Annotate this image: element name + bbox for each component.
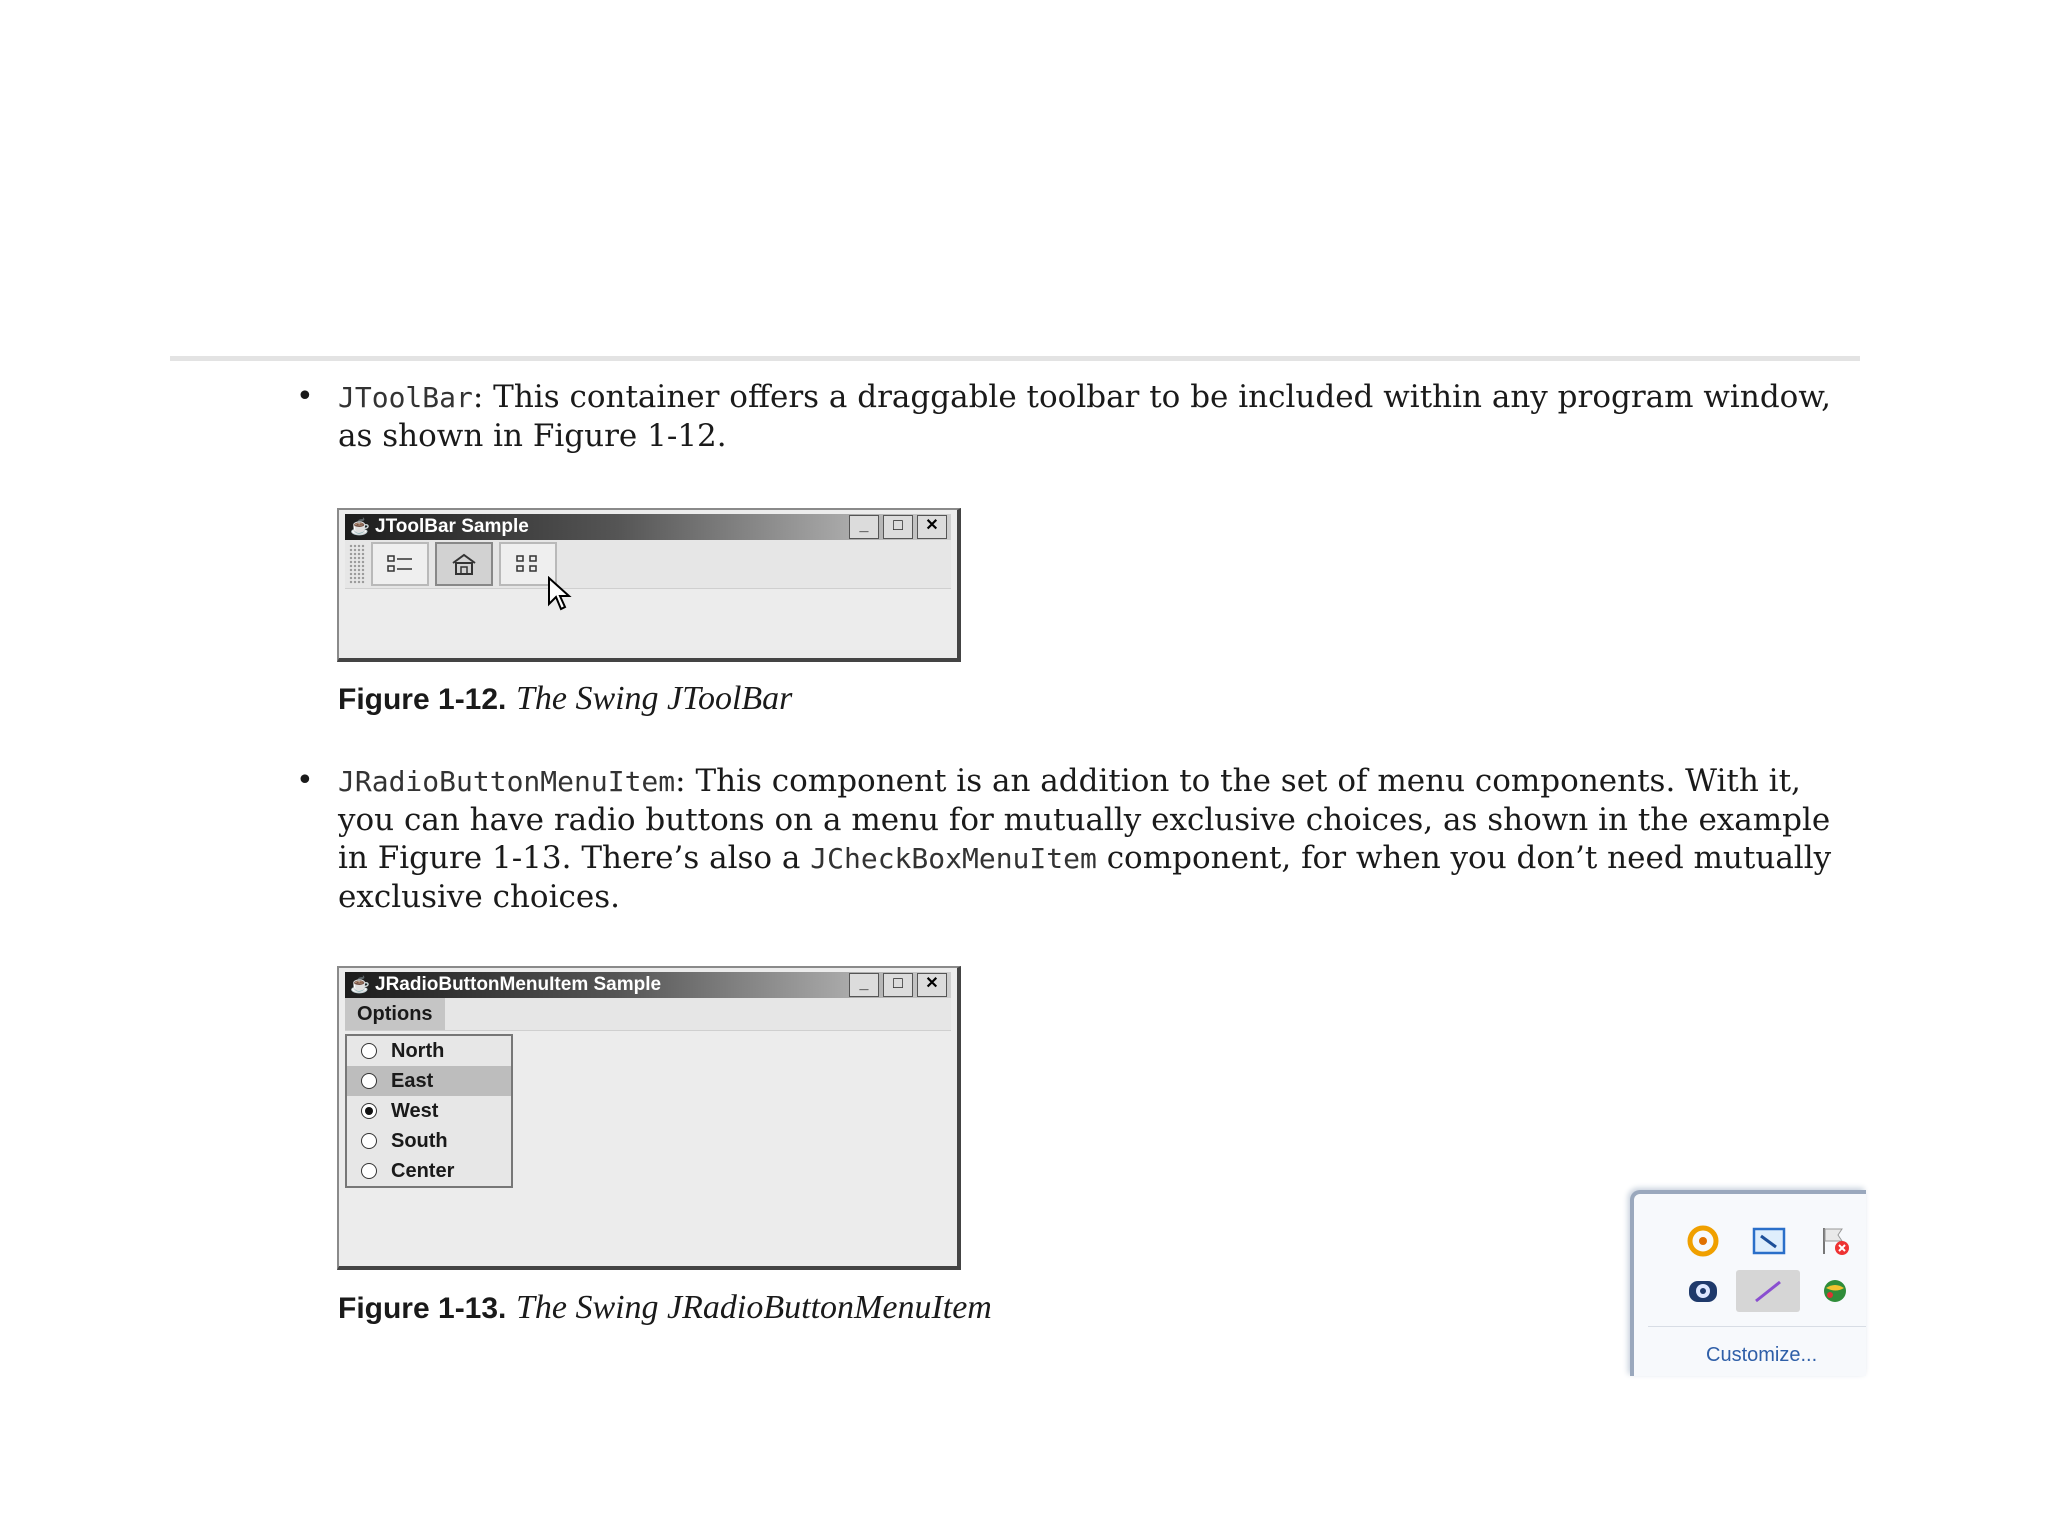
close-button[interactable]: ✕ xyxy=(917,973,947,997)
flag-remove-icon xyxy=(1818,1224,1852,1258)
menu-item-east[interactable] xyxy=(347,1066,511,1096)
bullet-dot: • xyxy=(296,763,314,798)
close-button[interactable]: ✕ xyxy=(917,515,947,539)
menu-item-label: Center xyxy=(391,1159,455,1182)
menu-item-label: North xyxy=(391,1039,445,1062)
bullet-jradiobuttonmenuitem xyxy=(296,762,1866,916)
code-jradiobuttonmenuitem: JRadioButtonMenuItem xyxy=(338,765,676,798)
menu-item-label: East xyxy=(391,1069,434,1092)
bullet-text xyxy=(338,762,1866,916)
popup-tool-flag[interactable] xyxy=(1814,1220,1856,1262)
caption-title: The Swing JToolBar xyxy=(515,680,793,717)
java-cup-icon: ☕ xyxy=(350,977,370,994)
menu-options[interactable]: Options xyxy=(345,998,445,1030)
toolbar-button-home[interactable] xyxy=(435,542,493,586)
bullet-body: : This component is an addition to the set of menu components. With it, you can have radio buttons on a menu for mutually exclusive choices, as shown in the example in Figure 1-13. There’s also a xyxy=(338,763,1831,876)
jradiobuttonmenuitem-sample-window xyxy=(337,966,961,1270)
home-icon xyxy=(450,552,478,576)
radio-selected-icon xyxy=(361,1103,377,1119)
window-titlebar xyxy=(345,972,951,998)
globe-icon xyxy=(1818,1276,1852,1306)
bullet-body-end: component, for when you don’t need mutually exclusive choices. xyxy=(338,840,1832,915)
window-title: JToolBar Sample xyxy=(375,516,529,537)
popup-tool-line[interactable] xyxy=(1736,1270,1800,1312)
code-jcheckboxmenuitem: JCheckBoxMenuItem xyxy=(810,842,1097,875)
maximize-button[interactable]: □ xyxy=(883,973,913,997)
radio-icon xyxy=(361,1133,377,1149)
menu-item-label: South xyxy=(391,1129,448,1152)
jtoolbar-sample-window xyxy=(337,508,961,662)
camera-icon xyxy=(1686,1276,1720,1306)
radio-icon xyxy=(361,1043,377,1059)
window-title: JRadioButtonMenuItem Sample xyxy=(375,974,662,995)
bullet-body: : This container offers a draggable toolbar to be included within any program window, as shown in Figure 1-12. xyxy=(338,379,1832,454)
pen-line-icon xyxy=(1751,1276,1785,1306)
menu-item-west[interactable] xyxy=(347,1096,511,1126)
figure-13-caption xyxy=(338,1289,992,1327)
menu-item-south[interactable] xyxy=(347,1126,511,1156)
bullet-jtoolbar xyxy=(296,378,1866,455)
maximize-button[interactable]: □ xyxy=(883,515,913,539)
radio-icon xyxy=(361,1073,377,1089)
options-dropdown xyxy=(345,1034,513,1188)
caption-label: Figure 1-12. xyxy=(338,683,507,716)
customize-link[interactable]: Customize... xyxy=(1706,1344,1818,1366)
mouse-cursor-icon xyxy=(547,576,573,612)
popup-divider xyxy=(1648,1326,1866,1327)
toolbar-drag-handle[interactable] xyxy=(349,544,365,584)
minimize-button[interactable]: _ xyxy=(849,973,879,997)
target-icon xyxy=(1686,1224,1720,1258)
quick-tools-popup xyxy=(1630,1190,1866,1376)
top-rule xyxy=(170,356,1860,361)
minimize-button[interactable]: _ xyxy=(849,515,879,539)
window-titlebar xyxy=(345,514,951,540)
menubar xyxy=(345,998,951,1031)
popup-tool-target[interactable] xyxy=(1682,1220,1724,1262)
popup-tool-camera[interactable] xyxy=(1682,1270,1724,1312)
toolbar-button-list[interactable] xyxy=(371,542,429,586)
bullet-text xyxy=(338,378,1866,455)
menu-item-north[interactable] xyxy=(347,1036,511,1066)
toolbar xyxy=(345,540,951,589)
pen-tool-icon xyxy=(1752,1226,1786,1256)
caption-title: The Swing JRadioButtonMenuItem xyxy=(515,1289,992,1326)
caption-label: Figure 1-13. xyxy=(338,1292,507,1325)
bullet-dot: • xyxy=(296,379,314,414)
radio-icon xyxy=(361,1163,377,1179)
menu-item-center[interactable] xyxy=(347,1156,511,1186)
menu-item-label: West xyxy=(391,1099,439,1122)
figure-12-caption xyxy=(338,680,792,718)
popup-tool-pen[interactable] xyxy=(1748,1220,1790,1262)
popup-tool-globe[interactable] xyxy=(1814,1270,1856,1312)
grid-icon xyxy=(514,553,542,575)
code-jtoolbar: JToolBar xyxy=(338,381,473,414)
list-icon xyxy=(386,553,414,575)
java-cup-icon: ☕ xyxy=(350,519,370,536)
